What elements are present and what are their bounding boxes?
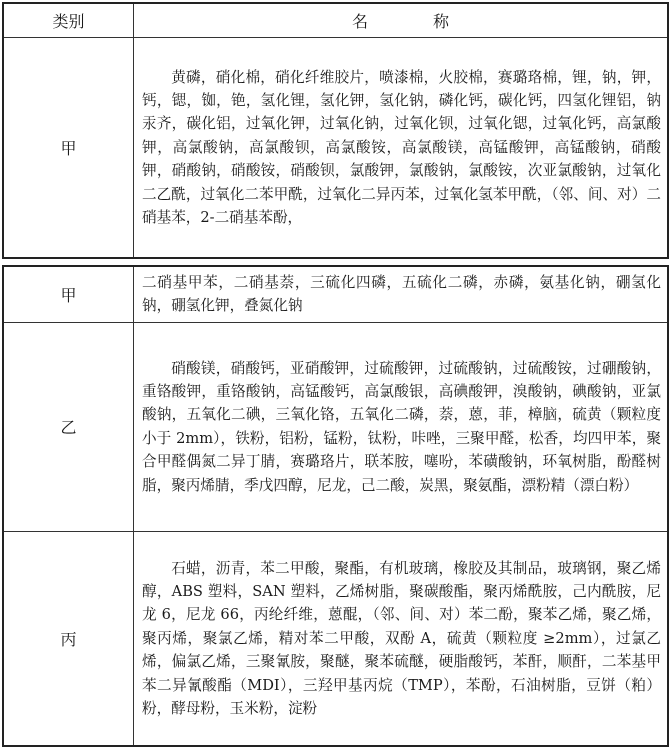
category-cell: 甲	[3, 38, 134, 259]
table-row	[3, 38, 668, 259]
substance-list-cell: 黄磷，硝化棉，硝化纤维胶片，喷漆棉，火胶棉，赛璐珞棉，锂，钠，钾，钙，锶，铷，铯，氢化锂，氢化钾，氢化钠，磷化钙，碳化钙，四氢化锂铝，钠汞齐，碳化铝，过氧化钾，过氧化钠，过氧化钡，过氧化锶，过氧化钙，高氯酸钾，高氯酸钠，高氯酸钡，高氯酸铵，高氯酸镁，高锰酸钾，高锰酸钠，硝酸钾，硝酸钠，硝酸铵，硝酸钡，氯酸钾，氯酸钠，氯酸铵，次亚氯酸钠，过氧化二乙酰，过氧化二苯甲酰，过氧化二异丙苯，过氧化氢苯甲酰，（邻、间、对）二硝基苯，2-二硝基苯酚，	[134, 38, 669, 259]
hazard-table-part1	[2, 2, 669, 259]
table-row	[3, 266, 668, 322]
substance-list-cell: 二硝基甲苯，二硝基萘，三硫化四磷，五硫化二磷，赤磷，氨基化钠，硼氢化钠，硼氢化钾，叠氮化钠	[134, 266, 669, 322]
category-cell: 乙	[3, 322, 134, 531]
header-name: 名 称	[134, 3, 669, 38]
table-row	[3, 322, 668, 531]
hazard-table-part2	[2, 265, 669, 747]
category-cell: 甲	[3, 266, 134, 322]
category-cell: 丙	[3, 531, 134, 746]
table-row	[3, 531, 668, 746]
substance-list-cell: 硝酸镁，硝酸钙，亚硝酸钾，过硫酸钾，过硫酸钠，过硫酸铵，过硼酸钠，重铬酸钾，重铬酸钠，高锰酸钙，高氯酸银，高碘酸钾，溴酸钠，碘酸钠，亚氯酸钠，五氧化二碘，三氧化铬，五氧化二磷，萘，蒽，菲，樟脑，硫黄（颗粒度小于 2mm），铁粉，铝粉，锰粉，钛粉，咔唑，三聚甲醛，松香，均四甲苯，聚合甲醛偶氮二异丁腈，赛璐珞片，联苯胺，噻吩，苯磺酸钠，环氧树脂，酚醛树脂，聚丙烯腈，季戊四醇，尼龙，己二酸，炭黑，聚氨酯，漂粉精（漂白粉）	[134, 322, 669, 531]
table-header-row	[3, 3, 668, 38]
substance-list-cell: 石蜡，沥青，苯二甲酸，聚酯，有机玻璃，橡胶及其制品，玻璃钢，聚乙烯醇，ABS 塑料，SAN 塑料，乙烯树脂，聚碳酸酯，聚丙烯酰胺，己内酰胺，尼龙 6，尼龙 66，丙纶纤维，蒽醌，（邻、间、对）苯二酚，聚苯乙烯，聚乙烯，聚丙烯，聚氯乙烯，精对苯二甲酸，双酚 A，硫黄（颗粒度 ≥2mm），过氯乙烯，偏氯乙烯，三聚氰胺，聚醚，聚苯硫醚，硬脂酸钙，苯酐，顺酐，二苯基甲苯二异氰酸酯（MDI），三羟甲基丙烷（TMP），苯酚，石油树脂，豆饼（粕）粉，酵母粉，玉米粉，淀粉	[134, 531, 669, 746]
header-category: 类别	[3, 3, 134, 38]
